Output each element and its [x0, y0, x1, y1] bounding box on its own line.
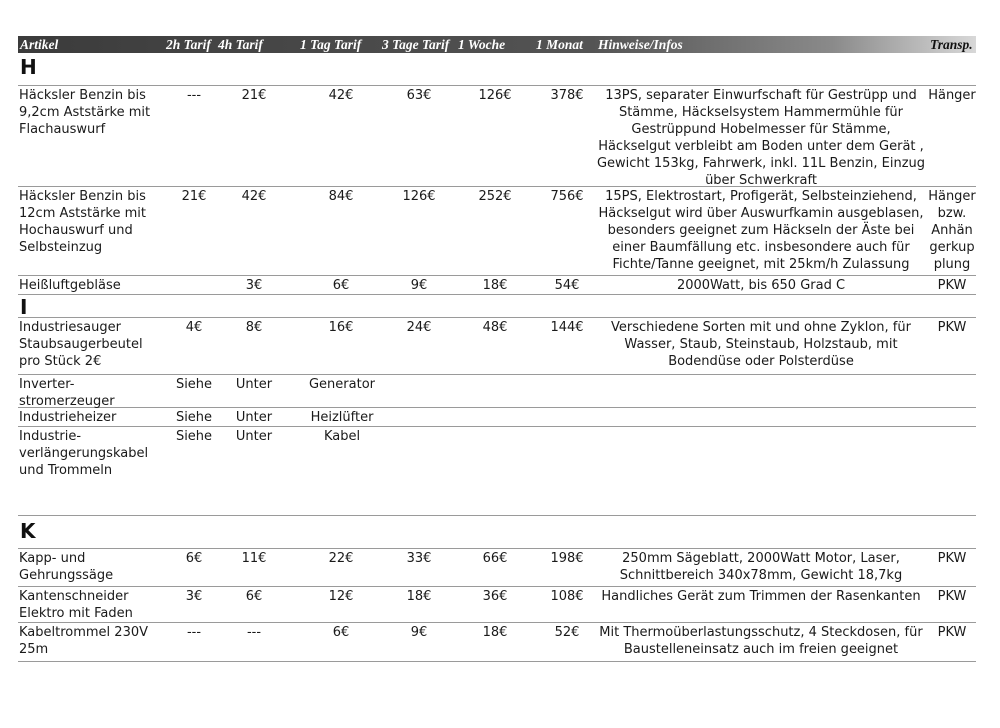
header-2h-tarif: 2h Tarif: [166, 37, 211, 52]
section-letter-k: K: [20, 519, 36, 543]
transport-cell: Hänger: [928, 88, 976, 103]
transport-cell: PKW: [937, 589, 967, 604]
price-table: [18, 36, 976, 662]
price-2h: 21€: [181, 189, 207, 204]
price-3-tage: 9€: [410, 278, 428, 293]
price-3-tage: 126€: [402, 189, 436, 204]
table-header: [18, 36, 976, 53]
table-row: [18, 427, 976, 516]
header-transp: Transp.: [930, 37, 973, 52]
price-2h: 3€: [185, 589, 203, 604]
cross-ref-siehe: Siehe: [175, 410, 213, 425]
price-1-tag: 12€: [328, 589, 354, 604]
info-cell: 250mm Sägeblatt, 2000Watt Motor, Laser, Schnittbereich 340x78mm, Gewicht 18,7kg: [619, 551, 903, 583]
price-4h: 6€: [245, 589, 263, 604]
header-4h-tarif: 4h Tarif: [218, 37, 263, 52]
cross-ref-target: Heizlüfter: [310, 410, 374, 425]
price-4h: 11€: [241, 551, 267, 566]
table-row: [18, 276, 976, 295]
header-1-monat: 1 Monat: [536, 37, 583, 52]
price-3-tage: 63€: [406, 88, 432, 103]
artikel-cell: Kantenschneider Elektro mit Faden: [19, 589, 133, 621]
header-1-woche: 1 Woche: [458, 37, 506, 52]
price-1-woche: 36€: [482, 589, 508, 604]
price-1-monat: 144€: [550, 320, 584, 335]
header-1-tag-tarif: 1 Tag Tarif: [300, 37, 362, 52]
price-2h: 6€: [185, 551, 203, 566]
price-3-tage: 24€: [406, 320, 432, 335]
header-hinweise: Hinweise/Infos: [598, 37, 683, 52]
table-row: [18, 375, 976, 408]
price-3-tage: 9€: [410, 625, 428, 640]
section-k: [18, 516, 976, 549]
price-1-woche: 126€: [478, 88, 512, 103]
transport-cell: Hänger bzw. Anhän gerkup plung: [928, 189, 976, 272]
price-1-tag: 16€: [328, 320, 354, 335]
price-1-monat: 52€: [554, 625, 580, 640]
price-4h: 42€: [241, 189, 267, 204]
info-cell: 13PS, separater Einwurfschaft für Gestrüpp und Stämme, Häckselsystem Hammermühle für Gestrüppund Hobelmesser für Stämme, Häckselgut verbleibt am Boden unter dem Gerät , Gewicht 153kg, Fahrwerk, inkl. 11L Benzin, Einzug über Schwerkraft: [596, 88, 926, 188]
price-1-tag: 6€: [332, 625, 350, 640]
cross-ref-unter: Unter: [235, 377, 273, 392]
artikel-cell: Industrieheizer: [19, 410, 117, 425]
transport-cell: PKW: [937, 278, 967, 293]
transport-cell: PKW: [937, 551, 967, 566]
price-1-tag: 42€: [328, 88, 354, 103]
price-1-tag: 6€: [332, 278, 350, 293]
artikel-cell: Häcksler Benzin bis 12cm Aststärke mit Hochauswurf und Selbsteinzug: [19, 189, 146, 255]
price-1-woche: 66€: [482, 551, 508, 566]
price-1-tag: 22€: [328, 551, 354, 566]
cross-ref-siehe: Siehe: [175, 377, 213, 392]
cross-ref-target: Kabel: [323, 429, 361, 444]
info-cell: 15PS, Elektrostart, Profigerät, Selbsteinziehend, Häckselgut wird über Auswurfkamin ausgeblasen, besonders geeignet zum Häckseln der Äste bei einer Baumfällung etc. insbesondere auch für Fichte/Tanne geeignet, mit 25km/h Zulassung: [598, 189, 924, 272]
price-3-tage: 33€: [406, 551, 432, 566]
header-artikel: Artikel: [20, 37, 59, 52]
price-1-woche: 18€: [482, 278, 508, 293]
table-row: [18, 187, 976, 276]
price-1-monat: 108€: [550, 589, 584, 604]
cross-ref-unter: Unter: [235, 410, 273, 425]
transport-cell: PKW: [937, 320, 967, 335]
header-3-tage-tarif: 3 Tage Tarif: [382, 37, 450, 52]
artikel-cell: Heißluftgebläse: [19, 278, 121, 293]
info-cell: 2000Watt, bis 650 Grad C: [676, 278, 846, 293]
price-1-monat: 378€: [550, 88, 584, 103]
price-1-woche: 18€: [482, 625, 508, 640]
section-letter-h: H: [20, 55, 37, 79]
section-i: [18, 295, 976, 318]
price-4h: 8€: [245, 320, 263, 335]
price-1-woche: 252€: [478, 189, 512, 204]
cross-ref-siehe: Siehe: [175, 429, 213, 444]
table-row: [18, 318, 976, 375]
transport-cell: PKW: [937, 625, 967, 640]
price-2h: ---: [186, 88, 202, 103]
price-1-woche: 48€: [482, 320, 508, 335]
price-3-tage: 18€: [406, 589, 432, 604]
artikel-cell: Kabeltrommel 230V 25m: [19, 625, 149, 657]
price-4h: 3€: [245, 278, 263, 293]
info-cell: Verschiedene Sorten mit und ohne Zyklon, für Wasser, Staub, Steinstaub, Holzstaub, mit Bodendüse oder Polsterdüse: [611, 320, 911, 369]
price-4h: 21€: [241, 88, 267, 103]
price-4h: ---: [246, 625, 262, 640]
artikel-cell: Industriesauger Staubsaugerbeutel pro Stück 2€: [19, 320, 143, 369]
table-row: [18, 408, 976, 427]
price-2h: 4€: [185, 320, 203, 335]
table-row: [18, 86, 976, 187]
table-row: [18, 549, 976, 587]
artikel-cell: Inverter-stromerzeuger: [19, 377, 115, 409]
table-row: [18, 623, 976, 662]
section-h: [18, 53, 976, 86]
section-letter-i: I: [20, 295, 28, 319]
price-1-monat: 198€: [550, 551, 584, 566]
price-2h: ---: [186, 625, 202, 640]
info-cell: Handliches Gerät zum Trimmen der Rasenkanten: [601, 589, 921, 604]
info-cell: Mit Thermoüberlastungsschutz, 4 Steckdosen, für Baustelleneinsatz auch im freien geeignet: [599, 625, 923, 657]
price-1-tag: 84€: [328, 189, 354, 204]
cross-ref-target: Generator: [308, 377, 375, 392]
artikel-cell: Industrie-verlängerungskabel und Trommeln: [19, 429, 149, 478]
price-1-monat: 756€: [550, 189, 584, 204]
cross-ref-unter: Unter: [235, 429, 273, 444]
artikel-cell: Häcksler Benzin bis 9,2cm Aststärke mit Flachauswurf: [19, 88, 151, 137]
table-row: [18, 587, 976, 623]
artikel-cell: Kapp- und Gehrungssäge: [19, 551, 114, 583]
price-1-monat: 54€: [554, 278, 580, 293]
